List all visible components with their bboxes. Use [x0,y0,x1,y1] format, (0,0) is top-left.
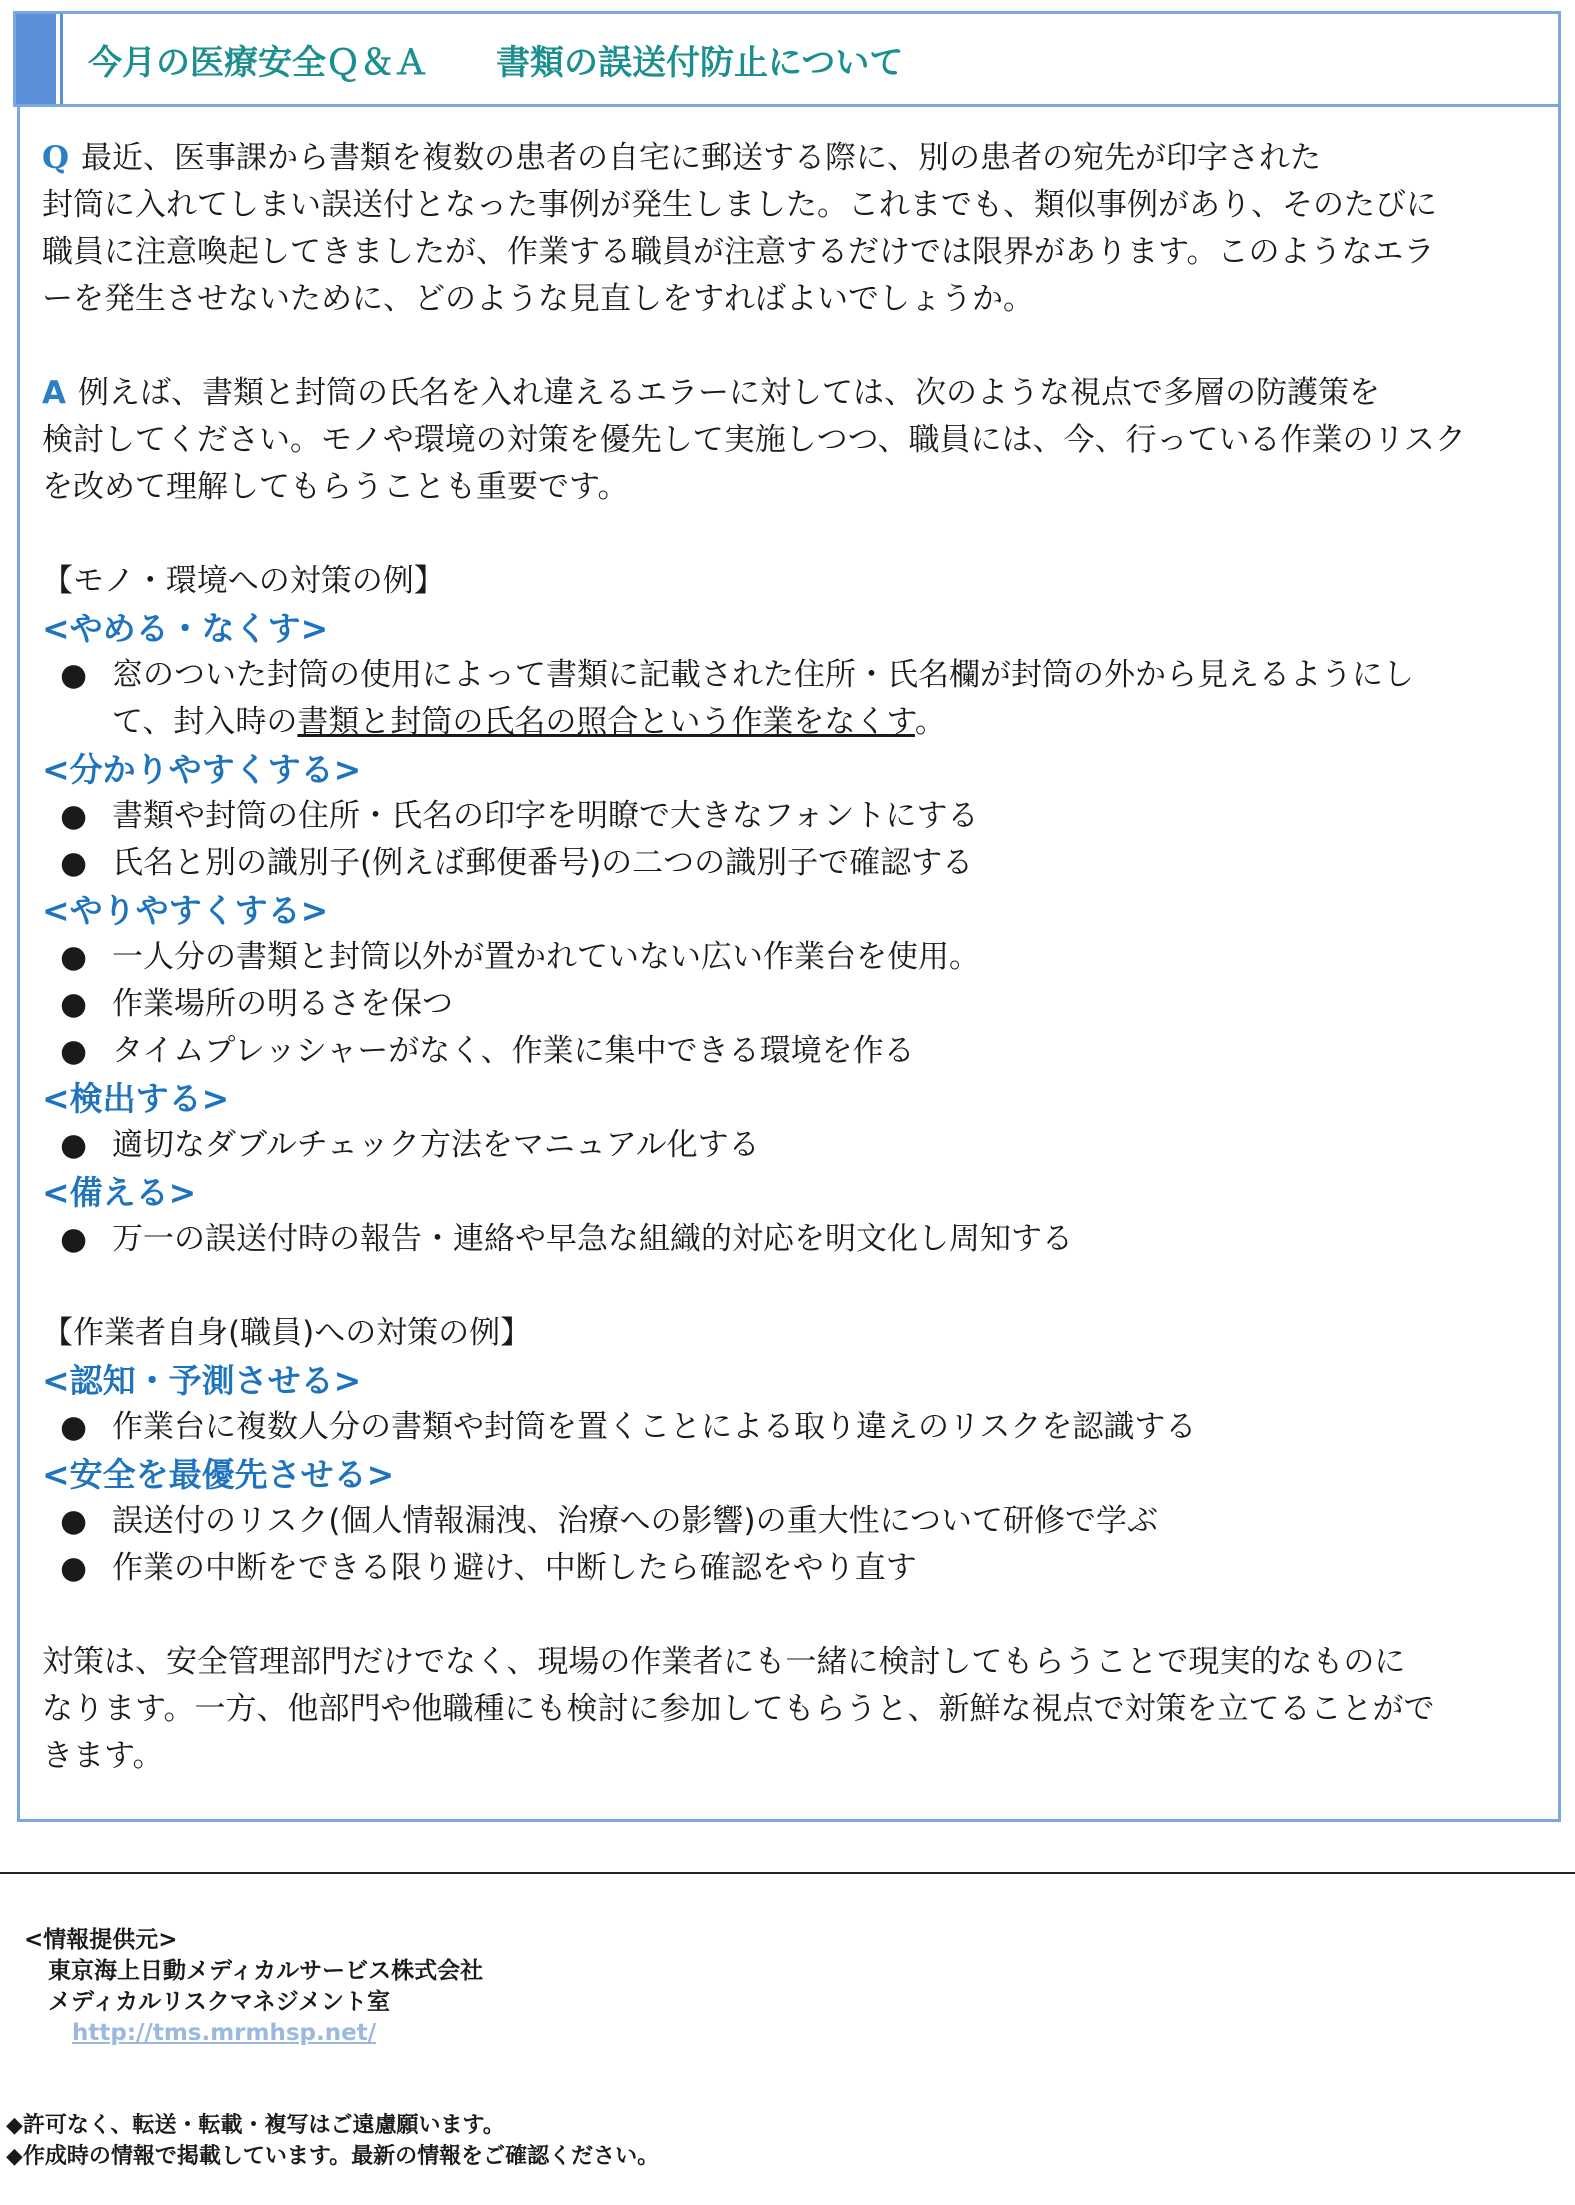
section-things-environment [42,558,1542,1263]
bullet-dot: ● [60,845,88,881]
footer-company: 東京海上日動メディカルサービス株式会社 [48,1958,484,1984]
note-line: ◆作成時の情報で掲載しています。最新の情報をご確認ください。 [6,2144,660,2169]
bullet-item [42,1545,1542,1592]
answer-mark: A [42,375,66,411]
question-line: ーを発生させないために、どのような見直しをすればよいでしょうか。 [42,281,1034,317]
bullet-dot: ● [60,1221,88,1257]
section-title: 【モノ・環境への対策の例】 [42,563,445,599]
subheading: <安全を最優先させる> [42,1455,395,1494]
note-line: ◆許可なく、転送・転載・複写はご遠慮願います。 [6,2113,505,2138]
bullet-item [42,1028,1542,1075]
bullet-item [42,652,1542,746]
subheading: <認知・予測させる> [42,1361,362,1400]
page-title: 今月の医療安全Ｑ＆Ａ 書類の誤送付防止について [88,42,904,83]
bullet-dot: ● [60,1033,88,1069]
bullet-text-part: 。 [914,704,946,740]
bullet-item [42,793,1542,840]
bullet-text-underlined: 書類と封筒の氏名の照合という作業をなくす [297,704,915,740]
header-accent-bar [16,14,56,104]
header-box [13,11,1561,107]
subheading: <分かりやすくする> [42,750,362,789]
question-block [42,135,1542,323]
bullet-text: 適切なダブルチェック方法をマニュアル化する [112,1127,760,1163]
bullet-dot: ● [60,1503,88,1539]
header-accent-line [60,14,63,104]
closing-line: きます。 [42,1738,164,1774]
bullet-text: 誤送付のリスク(個人情報漏洩、治療への影響)の重大性について研修で学ぶ [112,1503,1158,1539]
bullet-dot: ● [60,1409,88,1445]
bullet-text: 窓のついた封筒の使用によって書類に記載された住所・氏名欄が封筒の外から見えるようにし [112,657,1414,693]
section-title: 【作業者自身(職員)への対策の例】 [42,1315,532,1351]
bullet-item [42,1216,1542,1263]
bullet-item [42,1404,1542,1451]
bullet-text: 書類や封筒の住所・氏名の印字を明瞭で大きなフォントにする [112,798,979,834]
bullet-text [112,699,1542,746]
bullet-text: 作業場所の明るさを保つ [112,986,453,1022]
content-box [17,107,1561,1822]
subheading: <備える> [42,1173,197,1212]
bullet-dot: ● [60,986,88,1022]
content-body [42,135,1542,1780]
footer-notes [6,2110,659,2172]
bullet-dot: ● [60,657,88,693]
question-mark: Q [42,140,70,176]
bullet-dot: ● [60,1127,88,1163]
closing-line: なります。一方、他部門や他職種にも検討に参加してもらうと、新鮮な視点で対策を立てることがで [42,1691,1435,1727]
bullet-item [42,1498,1542,1545]
bullet-dot: ● [60,798,88,834]
footer-divider [0,1872,1575,1874]
footer-department: メディカルリスクマネジメント室 [48,1989,391,2015]
bullet-text-part: て、封入時の [112,704,298,740]
answer-line: を改めて理解してもらうことも重要です。 [42,469,629,505]
question-line: 封筒に入れてしまい誤送付となった事例が発生しました。これまでも、類似事例があり、そのたびに [42,187,1437,223]
bullet-item [42,840,1542,887]
bullet-text: 一人分の書類と封筒以外が置かれていない広い作業台を使用。 [112,939,980,975]
bullet-text: 作業の中断をできる限り避け、中断したら確認をやり直す [112,1550,917,1586]
section-workers [42,1310,1542,1592]
subheading: <検出する> [42,1079,230,1118]
bullet-text: タイムプレッシャーがなく、作業に集中できる環境を作る [112,1033,915,1069]
bullet-text: 作業台に複数人分の書類や封筒を置くことによる取り違えのリスクを認識する [112,1409,1197,1445]
subheading: <やめる・なくす> [42,609,329,648]
bullet-item [42,1122,1542,1169]
answer-line [42,370,1542,417]
footer-label: <情報提供元> [24,1927,178,1953]
question-line [42,135,1542,182]
closing-block [42,1639,1542,1780]
answer-text: 例えば、書類と封筒の氏名を入れ違えるエラーに対しては、次のような視点で多層の防護策を [78,375,1380,411]
bullet-item [42,981,1542,1028]
bullet-dot: ● [60,1550,88,1586]
footer-url-link[interactable]: http://tms.mrmhsp.net/ [72,2020,377,2046]
bullet-dot: ● [60,939,88,975]
footer-source [24,1925,483,2049]
answer-block [42,370,1542,511]
subheading: <やりやすくする> [42,891,329,930]
closing-line: 対策は、安全管理部門だけでなく、現場の作業者にも一緒に検討してもらうことで現実的なものに [42,1644,1406,1680]
bullet-item [42,934,1542,981]
bullet-text: 氏名と別の識別子(例えば郵便番号)の二つの識別子で確認する [112,845,974,881]
answer-line: 検討してください。モノや環境の対策を優先して実施しつつ、職員には、今、行っている作業のリスク [42,422,1466,458]
bullet-text: 万一の誤送付時の報告・連絡や早急な組織的対応を明文化し周知する [112,1221,1073,1257]
question-text: 最近、医事課から書類を複数の患者の自宅に郵送する際に、別の患者の宛先が印字された [81,140,1322,176]
question-line: 職員に注意喚起してきましたが、作業する職員が注意するだけでは限界があります。このようなエラ [42,234,1435,270]
